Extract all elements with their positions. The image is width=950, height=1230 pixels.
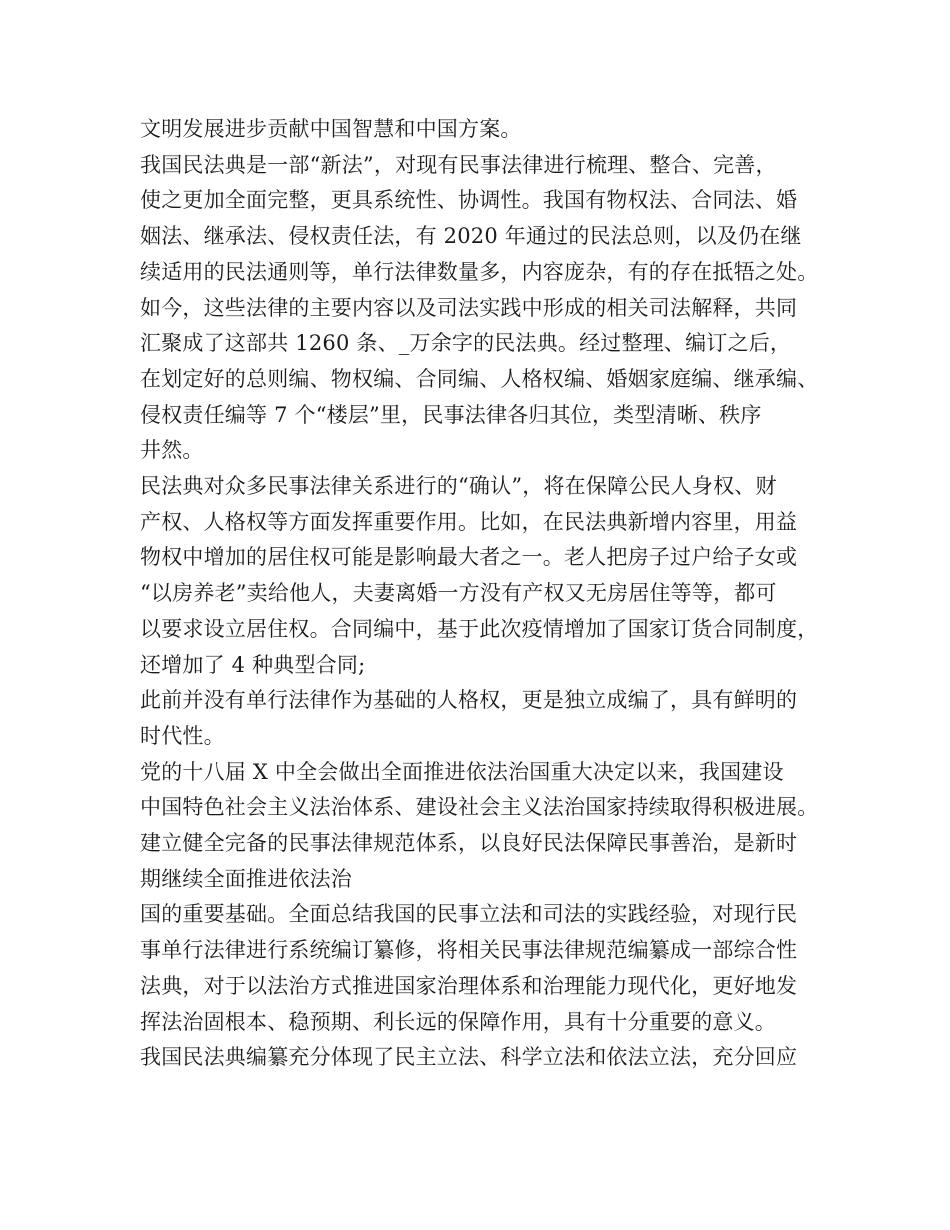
text-line: 使之更加全面完整，更具系统性、协调性。我国有物权法、合同法、婚 [140,188,798,213]
text-line: 侵权责任编等 7 个“楼层”里，民事法律各归其位，类型清晰、秩序 [140,402,762,427]
text-line: 民法典对众多民事法律关系进行的“确认”，将在保障公民人身权、财 [140,474,777,499]
text-line: 如今，这些法律的主要内容以及司法实践中形成的相关司法解释，共同 [140,295,798,320]
text-line: 挥法治固根本、稳预期、利长远的保障作用，具有十分重要的意义。 [140,1009,776,1034]
text-line: 党的十八届 X 中全会做出全面推进依法治国重大决定以来，我国建设 [140,759,784,784]
text-line: 以要求设立居住权。合同编中，基于此次疫情增加了国家订货合同制度， [140,616,819,641]
text-line: 文明发展进步贡献中国智慧和中国方案。 [140,117,522,141]
text-line: 井然。 [140,438,204,463]
text-line: 建立健全完备的民事法律规范体系，以良好民法保障民事善治，是新时 [140,831,798,856]
text-line: 国的重要基础。全面总结我国的民事立法和司法的实践经验，对现行民 [140,902,798,927]
text-line: 产权、人格权等方面发挥重要作用。比如，在民法典新增内容里，用益 [140,509,798,534]
text-line: “以房养老”卖给他人，夫妻离婚一方没有产权又无房居住等等，都可 [140,581,777,606]
text-line: 事单行法律进行系统编订纂修，将相关民事法律规范编纂成一部综合性 [140,938,798,963]
text-line: 我国民法典是一部“新法”，对现有民事法律进行梳理、整合、完善， [140,152,777,177]
text-line: 还增加了 4 种典型合同; [140,652,366,677]
text-line: 我国民法典编纂充分体现了民主立法、科学立法和依法立法，充分回应 [140,1045,798,1070]
text-line: 续适用的民法通则等，单行法律数量多，内容庞杂，有的存在抵牾之处。 [140,259,819,284]
text-line: 在划定好的总则编、物权编、合同编、人格权编、婚姻家庭编、继承编、 [140,366,819,391]
text-line: 期继续全面推进依法治 [140,866,352,891]
text-line: 法典，对于以法治方式推进国家治理体系和治理能力现代化，更好地发 [140,973,798,998]
text-line: 汇聚成了这部共 1260 条、_万余字的民法典。经过整理、编订之后， [140,331,792,356]
text-line: 中国特色社会主义法治体系、建设社会主义法治国家持续取得积极进展。 [140,795,819,820]
text-line: 姻法、继承法、侵权责任法，有 2020 年通过的民法总则，以及仍在继 [140,224,802,249]
text-line: 此前并没有单行法律作为基础的人格权，更是独立成编了，具有鲜明的 [140,688,798,713]
document-body [140,112,830,1076]
text-line: 时代性。 [140,723,225,748]
text-line: 物权中增加的居住权可能是影响最大者之一。老人把房子过户给子女或 [140,545,798,570]
